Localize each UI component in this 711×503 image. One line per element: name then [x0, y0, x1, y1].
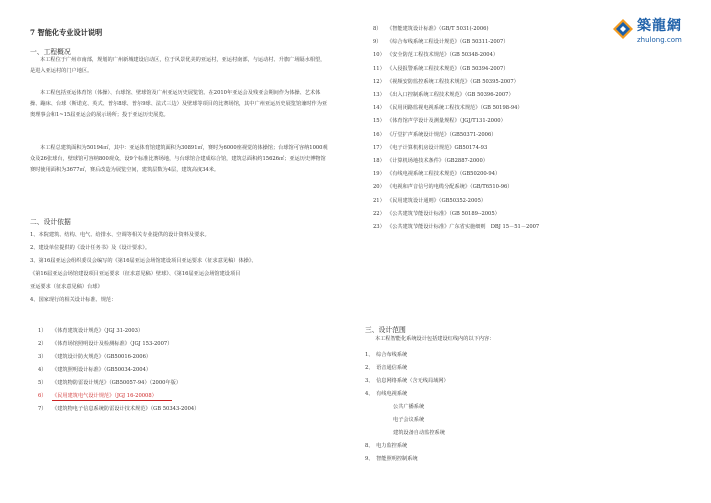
standard-item [373, 79, 519, 86]
standard-item [373, 132, 496, 139]
standard-item [38, 341, 172, 348]
item-text: 《建筑设计防火规范》（GB50016-2006） [52, 354, 152, 360]
standard-item [373, 224, 539, 231]
item-number: 3） [38, 354, 47, 360]
basis-item: 2、建设单位提供的《设计任务书》及《设计要求》。 [30, 245, 151, 251]
revision-underline [52, 400, 172, 401]
standard-item [38, 328, 143, 335]
item-number: 14） [373, 105, 385, 112]
item-text: 《体育建筑设计规范》（JGJ 31-2003） [52, 328, 144, 334]
item-text: 《入侵报警系统工程技术规范》（GB 50394-2007） [387, 65, 509, 72]
standard-item [373, 211, 500, 218]
item-text: 《民用建筑设计通则》（GB50352-2005） [387, 197, 487, 204]
basis-item: 亚运要求（征求意见稿）台球》 [30, 284, 103, 290]
item-number: 4） [38, 367, 47, 373]
logo-mark-icon [612, 18, 634, 40]
standard-item [373, 198, 486, 205]
scope-item: 公共广播系统 [393, 404, 425, 410]
item-text: 《建筑物电子信息系统防雷设计技术规范》（GB 50343-2004） [52, 406, 200, 412]
overview-paragraph-3: 本工程总建筑面积为50194㎡，其中：亚运体育馆建筑面积为30891㎡，赛时为6000座视觉的体操馆；台球馆可容纳1000观众及26张球台，壁球馆可容纳800观众，设9个标准比赛场地，与台球馆合建成综合馆，建筑总面积约15626㎡；亚运历史博物馆赛时使用面积为3677㎡，赛后改造为展览空间，建筑层数为4层，建筑高度34米。 [30, 145, 328, 173]
heading-basis: 二、设计依据 [30, 218, 71, 226]
item-text: 《民用建筑电气设计规范》（JGJ 16-20008） [52, 393, 157, 399]
item-number: 23） [373, 224, 385, 230]
item-text: 《电子计算机机房设计规范》GB50174-93 [387, 144, 488, 151]
item-number: 11） [373, 65, 385, 72]
item-text: 《有线电视系统工程技术规范》（GB50200-94） [387, 171, 501, 178]
item-text: 《计算机场地技术条件》（GB2887-2000） [387, 158, 488, 164]
item-text: 《体育馆声学设计及测量规程》（JGJ/T131-2000） [387, 118, 506, 125]
basis-item: 4、国家现行的相关设计标准、规范： [30, 297, 117, 303]
item-text: 《建筑物防雷设计规范》（GB50057-94）（2000年版） [52, 380, 182, 386]
scope-item: 3、 信息网络系统（含无线局域网） [365, 378, 449, 384]
scope-intro: 本工程智能化系统设计包括建设红线内的以下内容： [375, 336, 495, 342]
item-number: 15） [373, 118, 385, 125]
item-number: 21） [373, 197, 385, 204]
item-number: 5） [38, 380, 47, 386]
standard-item [373, 171, 500, 178]
standard-item [373, 184, 513, 191]
basis-item: 3、第16届亚运会组织委员会编写的《第16届亚运会场馆建设项目亚运要求（征求意见稿）体操》、 [30, 258, 257, 264]
heading-scope: 三、设计范围 [365, 326, 406, 334]
heading-overview: 一、工程概况 [30, 48, 71, 56]
item-text: 《民用闭路监视电视系统工程技术规范》（GB 50198-94） [387, 105, 523, 112]
scope-item: 2、 语音通信系统 [365, 365, 408, 371]
item-number: 16） [373, 131, 385, 138]
item-text: 《建筑照明设计标准》（GB50034-2004） [52, 367, 152, 373]
item-number: 20） [373, 184, 385, 191]
standard-item [373, 92, 514, 99]
item-number: 1） [38, 328, 47, 334]
scope-item: 电子会议系统 [393, 417, 425, 423]
standard-item [38, 367, 151, 374]
standard-item [38, 393, 157, 400]
basis-item: 《第16届亚运会场馆建设项目亚运要求（征求意见稿）壁球》、《第16届亚运会场馆建设项目 [30, 271, 241, 277]
item-text: 《安全防范工程技术规范》（GB 50348-2004） [387, 52, 499, 59]
item-text: 《综合布线系统工程设计规范》（GB 50311-2007） [387, 39, 509, 46]
item-number: 12） [373, 78, 385, 85]
item-text: 《电视和声音信号的电缆分配系统》（GB/T6510-96） [387, 184, 513, 191]
standard-item [373, 52, 498, 59]
item-number: 9） [373, 39, 382, 46]
logo-url: zhulong.com [637, 36, 682, 44]
overview-paragraph-2: 本工程包括亚运体育馆（体操）、台球馆、壁球馆及广州亚运历史展览馆。在2010年亚运会及残亚会期间作为体操、艺术体操、蹦床、台球（斯诺克、英式、普尔8球、普尔9球、法式三边）及壁球等项目的比赛场馆，其中广州亚运历史展览馆兼时作为亚奥理事会和1~15届亚运会的展示场所；投于亚运历史展览。 [30, 90, 328, 118]
item-number: 18） [373, 158, 385, 164]
standard-item [373, 145, 487, 152]
zhulong-logo [612, 18, 692, 48]
standard-item [373, 118, 506, 125]
item-number: 7） [38, 406, 47, 412]
item-text: 《公共建筑节能设计标准》（GB 50189--2005） [387, 210, 500, 217]
item-number: 10） [373, 52, 385, 59]
scope-item: 4、 有线电视系统 [365, 391, 408, 397]
scope-item: 建筑设备自动监控系统 [393, 430, 445, 436]
item-text: 《出入口控制系统工程技术规范》（GB 50396-2007） [387, 92, 514, 98]
item-number: 2） [38, 341, 47, 347]
overview-paragraph-1: 本工程位于广州市南部，规划的广州新城建设启动区，位于风景优美的亚运村，亚运村南部，与运动村、升旗广场隔水相望，是进入亚运村的门户地区。 [30, 57, 326, 74]
scope-item: 9、 智能照明控制系统 [365, 456, 418, 462]
scope-item: 8、 电力监控系统 [365, 443, 408, 449]
item-number: 19） [373, 171, 385, 178]
item-text: 《厅堂扩声系统设计规范》（GB50371-2006） [387, 131, 497, 138]
standard-item [373, 66, 508, 73]
item-number: 6） [38, 393, 47, 399]
item-text: 《体育场馆照明设计及检测标准》（JGJ 153-2007） [52, 341, 173, 347]
scope-item: 1、 综合布线系统 [365, 352, 408, 358]
standard-item [38, 406, 199, 413]
item-number: 8） [373, 26, 382, 32]
item-text: 《公共建筑节能设计标准》广东省实施细则 DBJ 15－51－2007 [387, 224, 540, 230]
standard-item [38, 380, 181, 387]
standard-item [373, 26, 488, 33]
item-number: 17） [373, 144, 385, 151]
standard-item [38, 354, 151, 361]
logo-name: 築龍網 [637, 18, 682, 34]
basis-item: 1、本院建筑、结构、电气、给排水、空调等相关专业提供的设计资料及要求。 [30, 232, 210, 238]
item-number: 13） [373, 92, 385, 98]
section-title: 7 智能化专业设计说明 [30, 28, 103, 37]
standard-item [373, 39, 508, 46]
item-number: 22） [373, 210, 385, 217]
item-text: 《视频安防监控系统工程技术规范》（GB 50395-2007） [387, 78, 519, 85]
standard-item [373, 158, 488, 165]
standard-item [373, 105, 523, 112]
item-text: 《智能建筑设计标准》（GB/T 5031(-2006) [387, 26, 489, 32]
